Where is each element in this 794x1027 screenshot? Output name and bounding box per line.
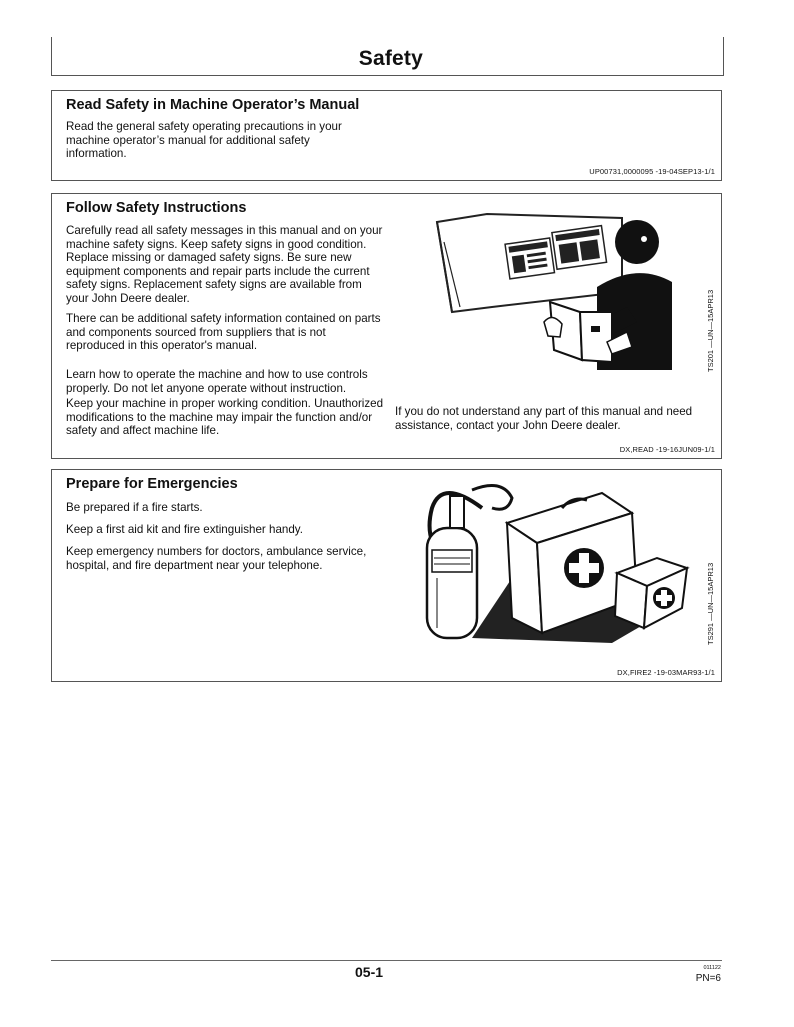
reference-code: UP00731,0000095 -19-04SEP13-1/1 [589,167,715,176]
paragraph: Carefully read all safety messages in this manual and on your machine safety signs. Keep safety signs in good condition. Replace missing or damaged safety signs. Be sure new equipment components and repair parts include the current safety signs. Replacement safety signs are available from your John Deere dealer. [66,224,383,305]
section-follow-safety [51,193,722,459]
paragraph: Read the general safety operating precautions in your machine operator’s manual for additional safety information. [66,120,342,161]
figure-code: TS291 —UN—15APR13 [706,562,715,645]
reference-code: DX,READ -19-16JUN09-1/1 [619,445,715,454]
paragraph: Keep emergency numbers for doctors, ambulance service, hospital, and fire department near your telephone. [66,545,367,572]
page-header [51,37,724,76]
right-paragraph: If you do not understand any part of this manual and need assistance, contact your John Deere dealer. [395,405,693,432]
section-title: Follow Safety Instructions [66,200,247,216]
paragraph: Keep a first aid kit and fire extinguisher handy. [66,523,303,536]
pn-label: PN=6 [695,973,721,984]
section-prepare-emergencies [51,469,722,682]
figure-code: TS201 —UN—15APR13 [706,289,715,372]
section-title: Prepare for Emergencies [66,476,238,492]
paragraph: There can be additional safety information contained on parts and components sourced from suppliers that is not reproduced in this operator's manual. [66,312,381,353]
section-read-safety [51,90,722,181]
footer-rule [51,960,722,961]
person-reading-manual-icon [432,212,692,372]
page-number: 05-1 [355,964,384,980]
section-title: Read Safety in Machine Operator’s Manual [66,97,360,113]
paragraph: Be prepared if a fire starts. [66,501,203,514]
reference-code: DX,FIRE2 -19-03MAR93-1/1 [617,668,715,677]
page-title: Safety [358,47,423,70]
paragraph: Keep your machine in proper working condition. Unauthorized modifications to the machine may impair the function and/or safety and affect machine life. [66,397,384,438]
paragraph: Learn how to operate the machine and how to use controls properly. Do not let anyone operate without instruction. [66,368,368,395]
fire-extinguisher-first-aid-kit-icon [412,478,692,648]
footer-code: 011122 [703,965,721,971]
